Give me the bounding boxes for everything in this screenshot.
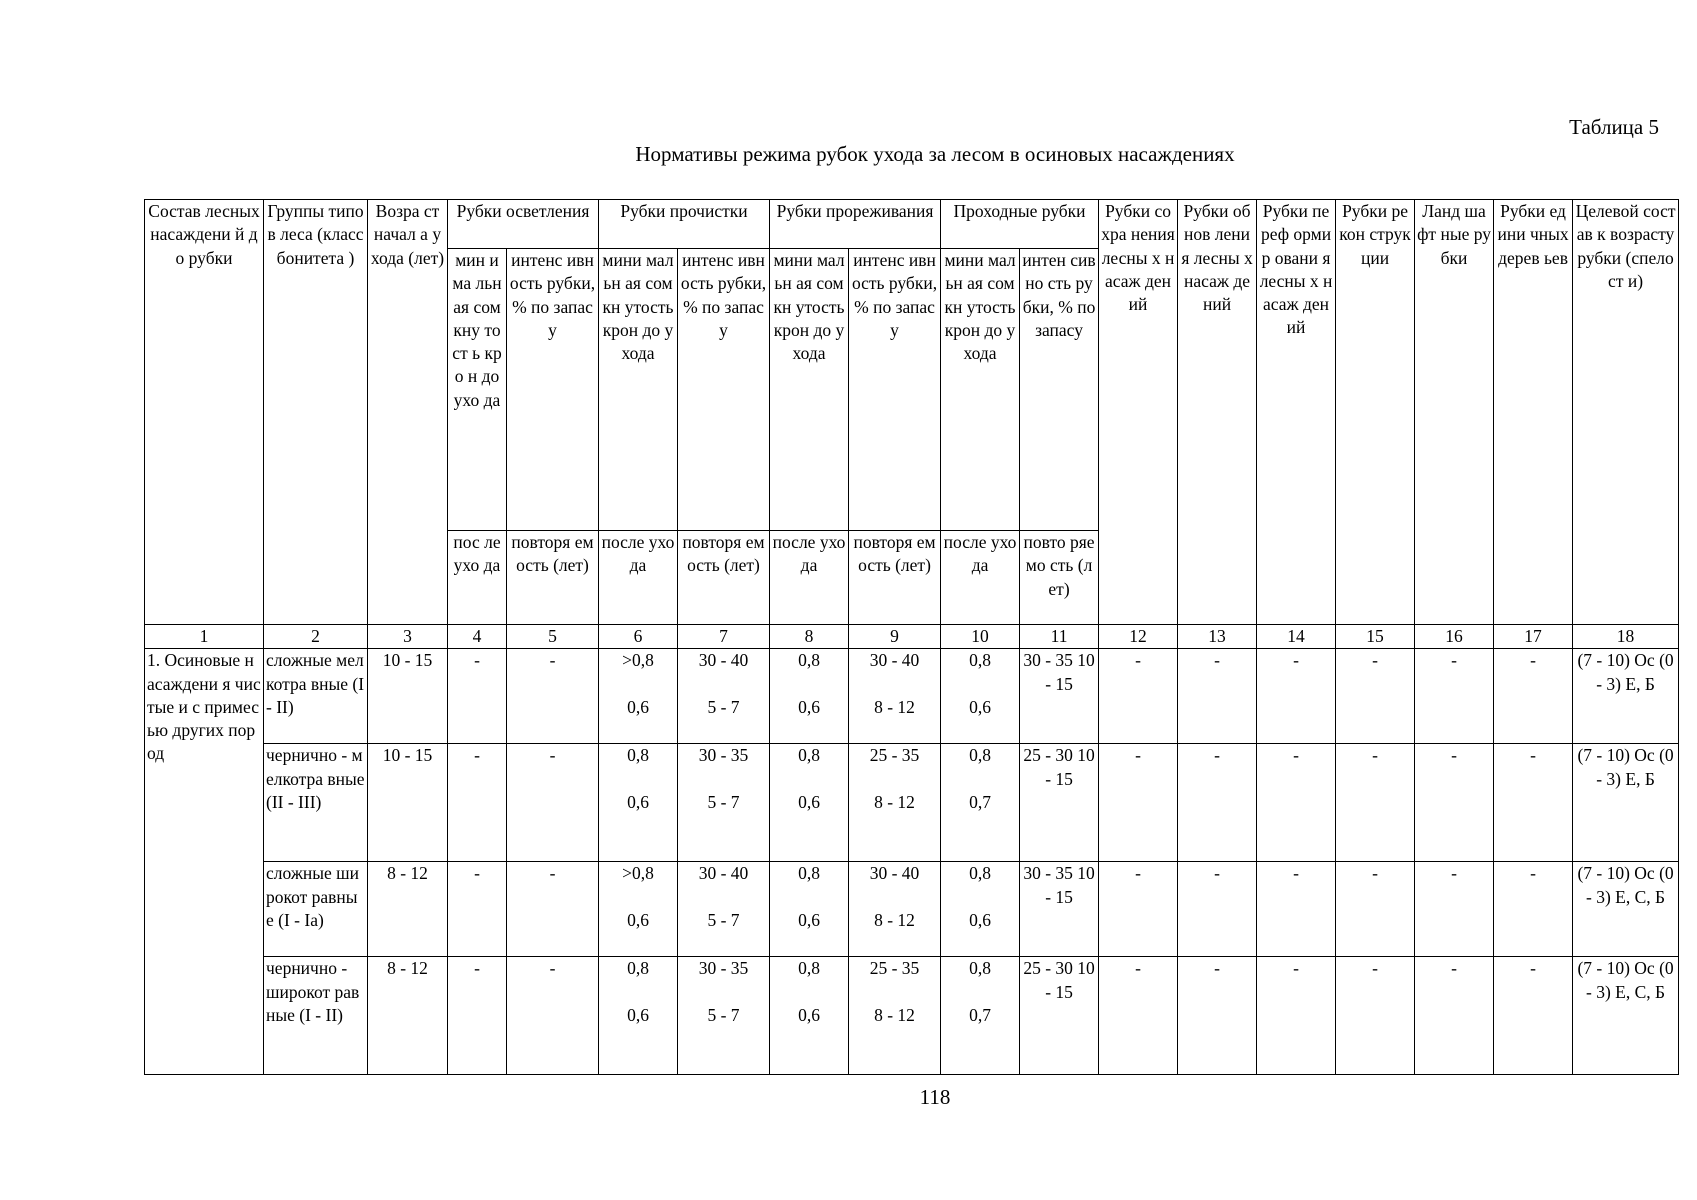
data-cell: - (1494, 649, 1573, 744)
target-composition-cell: (7 - 10) Ос (0 - 3) Е, С, Б (1573, 957, 1679, 1075)
data-cell: 30 - 40 8 - 12 (849, 649, 941, 744)
table-row (145, 744, 1679, 862)
data-cell: 25 - 35 8 - 12 (849, 957, 941, 1075)
target-composition-cell: (7 - 10) Ос (0 - 3) Е, С, Б (1573, 862, 1679, 957)
column-number: 9 (849, 625, 941, 649)
header-c10-bottom: после ухода (941, 531, 1020, 625)
data-cell: 30 - 40 8 - 12 (849, 862, 941, 957)
header-group-prochistki: Рубки прочистки (599, 200, 770, 249)
data-cell: - (507, 957, 599, 1075)
data-cell: - (448, 862, 507, 957)
data-cell: 30 - 40 5 - 7 (678, 649, 770, 744)
data-cell: - (1178, 957, 1257, 1075)
data-cell: 0,8 0,6 (770, 957, 849, 1075)
table-label: Таблица 5 (1569, 115, 1659, 139)
data-cell: 30 - 35 5 - 7 (678, 744, 770, 862)
data-cell: 0,8 0,7 (941, 957, 1020, 1075)
data-cell: 0,8 0,6 (770, 744, 849, 862)
data-cell: - (1494, 744, 1573, 862)
data-cell: - (1178, 862, 1257, 957)
data-cell: - (1415, 957, 1494, 1075)
data-cell: 0,8 0,6 (941, 862, 1020, 957)
data-cell: - (1178, 744, 1257, 862)
header-c11-top: интен сивно сть рубки, % по запасу (1020, 249, 1099, 531)
data-cell: - (1257, 744, 1336, 862)
data-cell: - (1336, 744, 1415, 862)
norms-table (144, 199, 1679, 1075)
data-cell: >0,8 0,6 (599, 649, 678, 744)
table-title: Нормативы режима рубок ухода за лесом в осиновых насаждениях (635, 142, 1235, 166)
column-number: 6 (599, 625, 678, 649)
column-number: 15 (1336, 625, 1415, 649)
column-number: 7 (678, 625, 770, 649)
header-composition: Состав лесных насаждени й до рубки (145, 200, 264, 625)
data-cell: - (1415, 744, 1494, 862)
header-c5-bottom: повторя емость (лет) (507, 531, 599, 625)
table-row (145, 862, 1679, 957)
column-number: 13 (1178, 625, 1257, 649)
data-cell: 30 - 40 5 - 7 (678, 862, 770, 957)
forest-type-cell: чернично - мелкотра вные (II - III) (264, 744, 368, 862)
header-col18: Целевой состав к возрасту рубки (спелост и) (1573, 200, 1679, 625)
header-col15: Рубки рекон струк ции (1336, 200, 1415, 625)
data-cell: - (1336, 649, 1415, 744)
column-number: 10 (941, 625, 1020, 649)
forest-type-cell: сложные мелкотра вные (I - II) (264, 649, 368, 744)
data-cell: - (1099, 862, 1178, 957)
data-cell: >0,8 0,6 (599, 862, 678, 957)
column-number: 16 (1415, 625, 1494, 649)
data-cell: 0,8 0,6 (941, 649, 1020, 744)
header-col12: Рубки сохра нения лесны х насаж дений (1099, 200, 1178, 625)
column-number: 1 (145, 625, 264, 649)
age-cell: 8 - 12 (368, 862, 448, 957)
data-cell: - (1099, 957, 1178, 1075)
header-group-prohodnye: Проходные рубки (941, 200, 1099, 249)
data-cell: 0,8 0,6 (599, 744, 678, 862)
column-number: 14 (1257, 625, 1336, 649)
header-col17: Рубки едини чных дерев ьев (1494, 200, 1573, 625)
column-number: 12 (1099, 625, 1178, 649)
header-c9-bottom: повторя емость (лет) (849, 531, 941, 625)
table-row (145, 649, 1679, 744)
header-c6-bottom: после ухода (599, 531, 678, 625)
header-c10-top: мини мальн ая сомкн утость крон до ухода (941, 249, 1020, 531)
data-cell: - (1257, 957, 1336, 1075)
data-cell: 30 - 35 10 - 15 (1020, 862, 1099, 957)
column-number: 11 (1020, 625, 1099, 649)
data-cell: 0,8 0,6 (599, 957, 678, 1075)
column-number: 17 (1494, 625, 1573, 649)
data-cell: 0,8 0,6 (770, 862, 849, 957)
data-cell: - (507, 649, 599, 744)
header-start-age: Возра ст начал а ухода (лет) (368, 200, 448, 625)
data-cell: - (448, 957, 507, 1075)
target-composition-cell: (7 - 10) Ос (0 - 3) Е, Б (1573, 649, 1679, 744)
header-c5-top: интенс ивность рубки, % по запасу (507, 249, 599, 531)
header-col16: Ланд шафт ные рубки (1415, 200, 1494, 625)
table-row (145, 957, 1679, 1075)
data-cell: - (1336, 957, 1415, 1075)
column-number: 3 (368, 625, 448, 649)
data-cell: - (448, 649, 507, 744)
group-label: 1. Осиновые насаждени я чистые и с примесью других пород (145, 649, 264, 1075)
data-cell: - (1494, 862, 1573, 957)
data-cell: 25 - 30 10 - 15 (1020, 957, 1099, 1075)
header-c7-bottom: повторя емость (лет) (678, 531, 770, 625)
data-cell: 0,8 0,6 (770, 649, 849, 744)
data-cell: 30 - 35 5 - 7 (678, 957, 770, 1075)
data-cell: - (448, 744, 507, 862)
data-cell: - (1178, 649, 1257, 744)
age-cell: 10 - 15 (368, 744, 448, 862)
target-composition-cell: (7 - 10) Ос (0 - 3) Е, Б (1573, 744, 1679, 862)
header-group-prorezhivaniya: Рубки прореживания (770, 200, 941, 249)
header-row-groups (145, 200, 1679, 249)
column-number: 5 (507, 625, 599, 649)
column-number: 2 (264, 625, 368, 649)
data-cell: 25 - 35 8 - 12 (849, 744, 941, 862)
page-number: 118 (919, 1085, 951, 1109)
data-cell: - (1336, 862, 1415, 957)
data-cell: 0,8 0,7 (941, 744, 1020, 862)
header-c11-bottom: повто ряемо сть (лет) (1020, 531, 1099, 625)
data-cell: - (507, 744, 599, 862)
header-c7-top: интенс ивность рубки, % по запасу (678, 249, 770, 531)
column-number: 4 (448, 625, 507, 649)
header-col13: Рубки обнов ления лесны х насаж дений (1178, 200, 1257, 625)
data-cell: 25 - 30 10 - 15 (1020, 744, 1099, 862)
age-cell: 8 - 12 (368, 957, 448, 1075)
header-c4-bottom: пос ле ухо да (448, 531, 507, 625)
data-cell: - (1415, 649, 1494, 744)
header-forest-type-groups: Группы типов леса (класс бонитета ) (264, 200, 368, 625)
column-number: 18 (1573, 625, 1679, 649)
data-cell: - (1415, 862, 1494, 957)
column-number-row (145, 625, 1679, 649)
column-number: 8 (770, 625, 849, 649)
data-cell: - (1099, 649, 1178, 744)
header-c4-top: мин има льн ая сом кну тост ь кро н до ухо да (448, 249, 507, 531)
data-cell: - (1099, 744, 1178, 862)
header-c8-top: мини мальн ая сомкн утость крон до ухода (770, 249, 849, 531)
forest-type-cell: чернично - широкот равные (I - II) (264, 957, 368, 1075)
data-cell: 30 - 35 10 - 15 (1020, 649, 1099, 744)
header-group-osvetleniya: Рубки осветления (448, 200, 599, 249)
age-cell: 10 - 15 (368, 649, 448, 744)
data-cell: - (1494, 957, 1573, 1075)
header-c8-bottom: после ухода (770, 531, 849, 625)
data-cell: - (1257, 649, 1336, 744)
header-c9-top: интенс ивность рубки, % по запасу (849, 249, 941, 531)
data-cell: - (1257, 862, 1336, 957)
header-col14: Рубки переф ормир овани я лесны х насаж дений (1257, 200, 1336, 625)
data-cell: - (507, 862, 599, 957)
forest-type-cell: сложные широкот равные (I - Ia) (264, 862, 368, 957)
header-c6-top: мини мальн ая сомкн утость крон до ухода (599, 249, 678, 531)
